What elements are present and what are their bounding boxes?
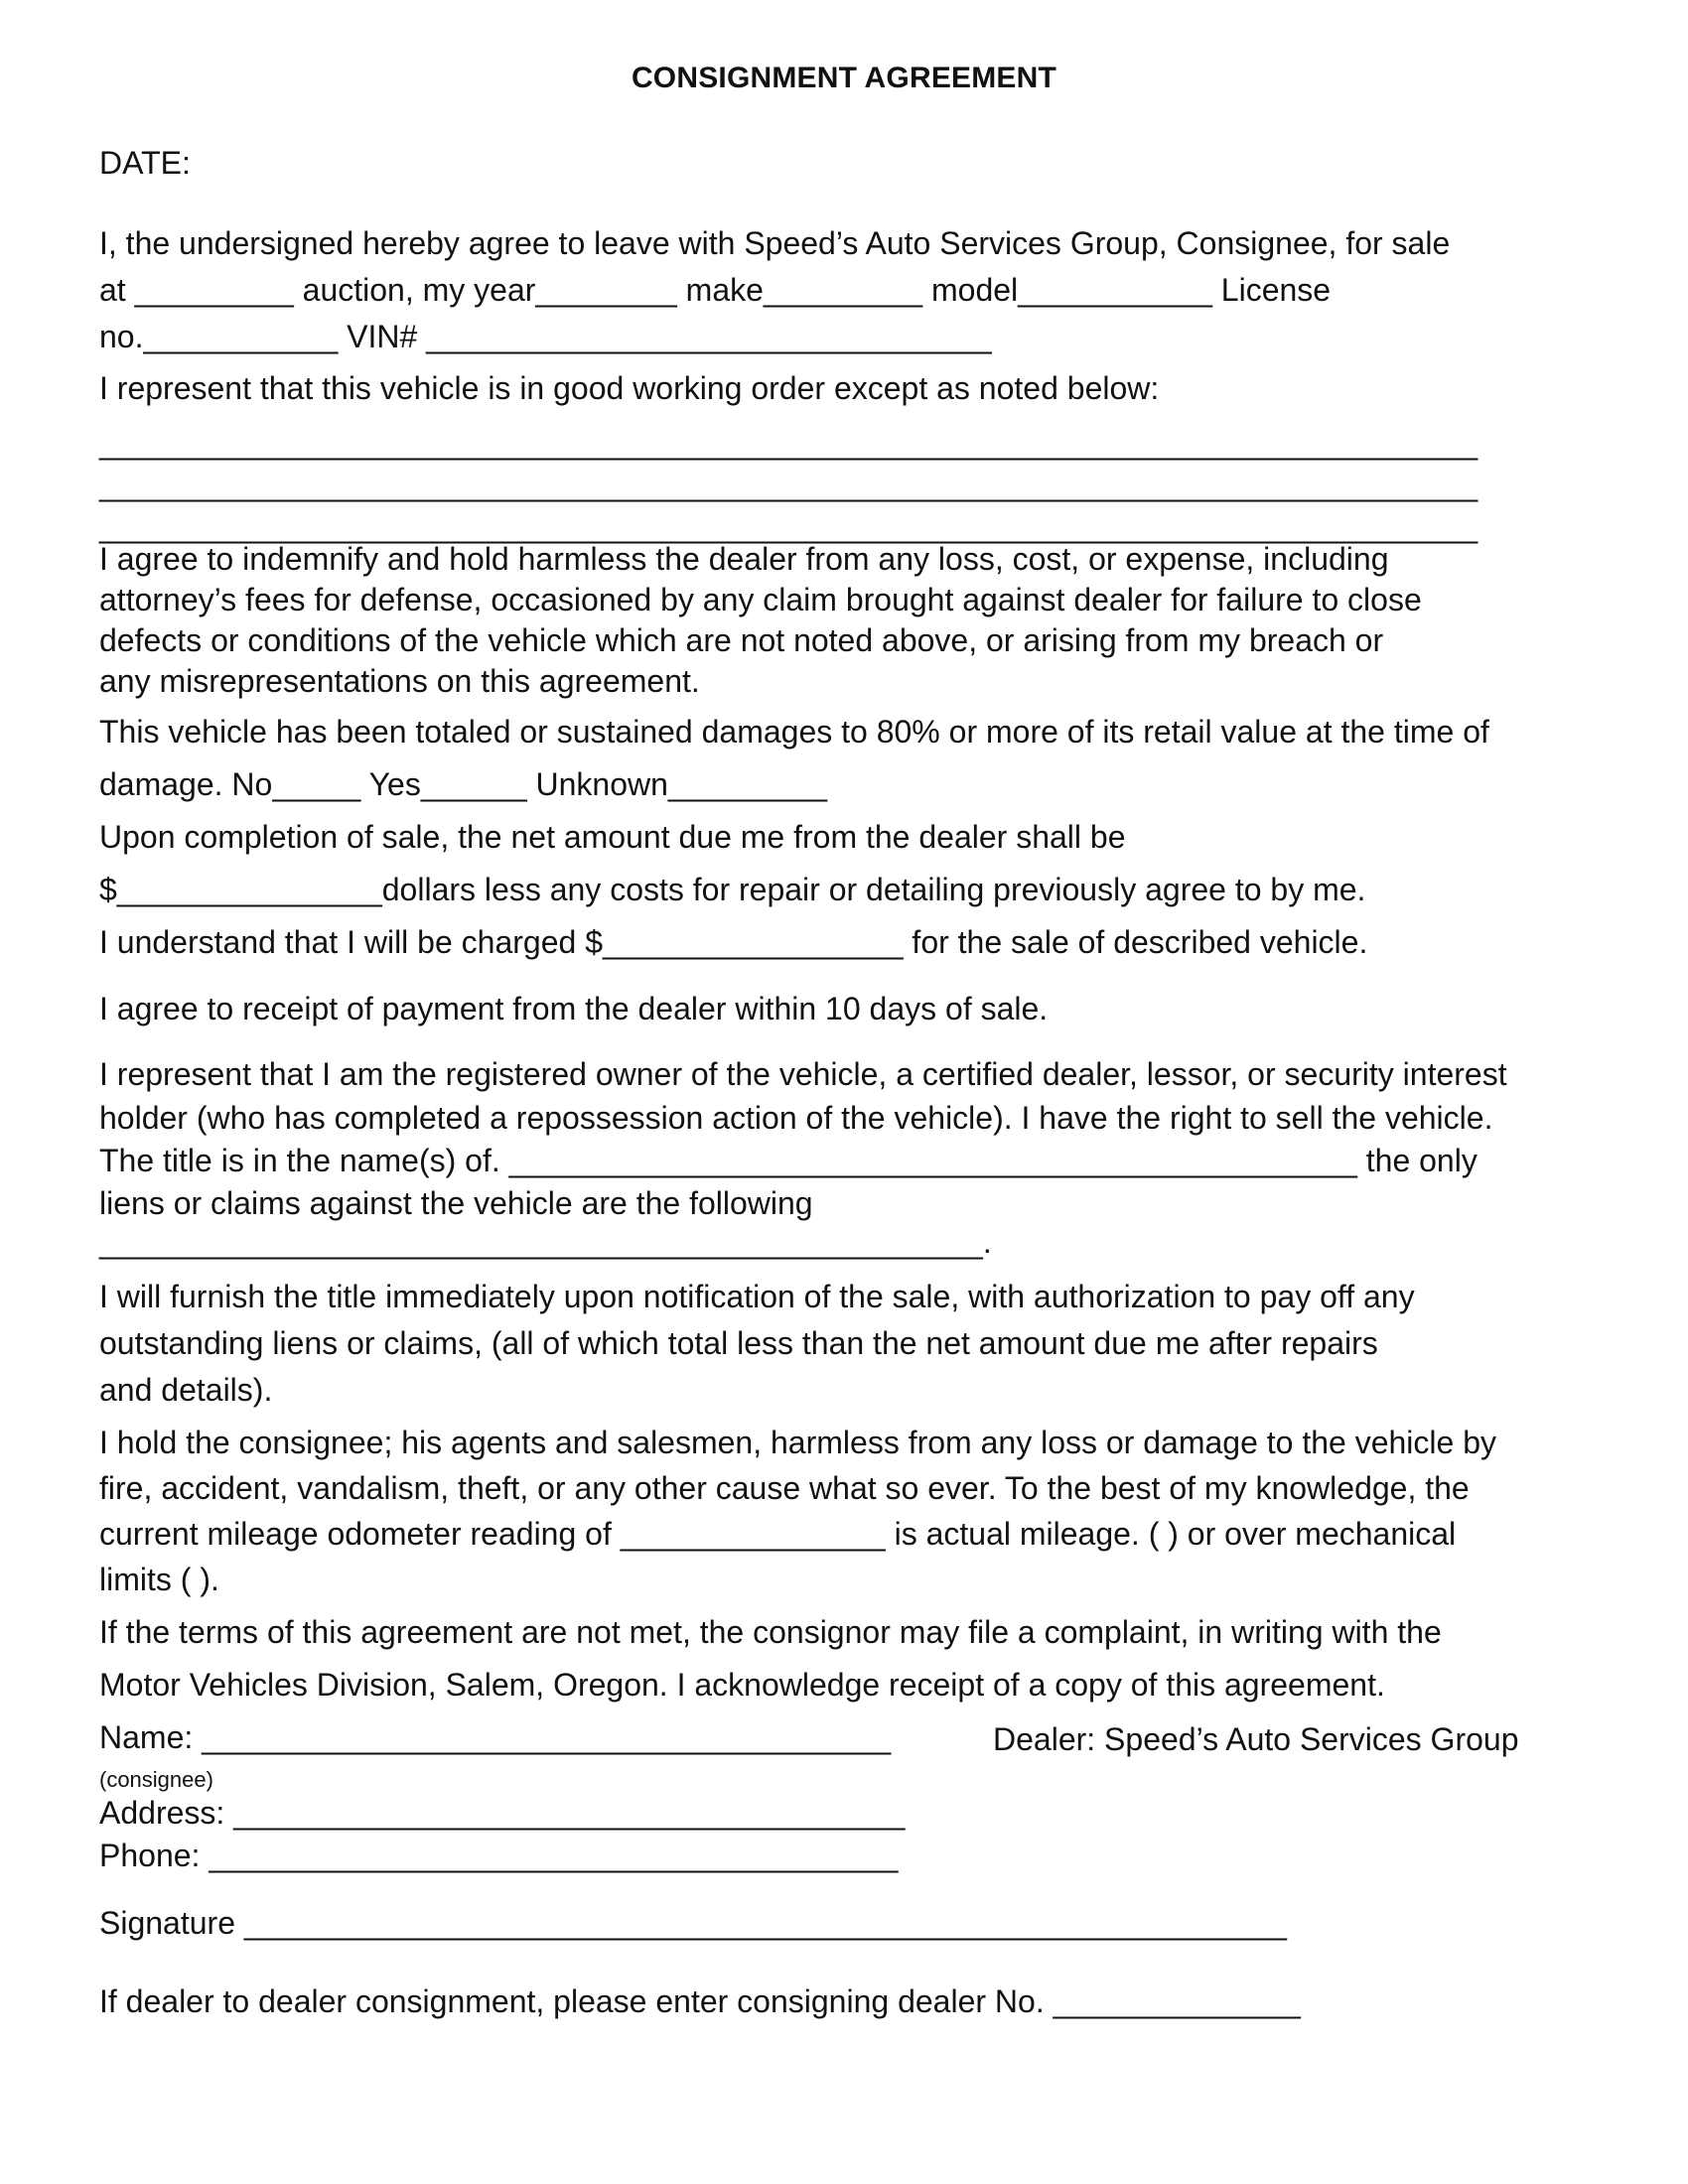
vehicle-details-fields[interactable]: at _________ auction, my year________ make_________ model___________ License (99, 272, 1332, 308)
sale-charge-field[interactable]: I understand that I will be charged $_________________ for the sale of described vehicle. (99, 924, 1368, 960)
liens-claims-field[interactable]: __________________________________________________. (99, 1224, 992, 1260)
condition-statement: I represent that this vehicle is in good working order except as noted below: (99, 370, 1160, 406)
net-amount-statement: Upon completion of sale, the net amount due me from the dealer shall be (99, 819, 1126, 855)
owner-line-2: holder (who has completed a repossession action of the vehicle). I have the right to sell the vehicle. (99, 1100, 1493, 1136)
totaled-options-fields[interactable]: damage. No_____ Yes______ Unknown_________ (99, 766, 828, 802)
indemnify-line-4: any misrepresentations on this agreement. (99, 663, 700, 699)
consignee-note: (consignee) (99, 1767, 213, 1792)
indemnify-line-1: I agree to indemnify and hold harmless the dealer from any loss, cost, or expense, including (99, 541, 1389, 577)
hold-harmless-line-2: fire, accident, vandalism, theft, or any other cause what so ever. To the best of my knowledge, the (99, 1470, 1470, 1506)
condition-notes-line-1[interactable]: ______________________________________________________________________________ (99, 425, 1478, 461)
payment-statement: I agree to receipt of payment from the dealer within 10 days of sale. (99, 991, 1049, 1026)
totaled-statement: This vehicle has been totaled or sustained damages to 80% or more of its retail value at the time of (99, 714, 1489, 750)
condition-notes-line-3[interactable]: ______________________________________________________________________________ (99, 508, 1478, 544)
owner-line-1: I represent that I am the registered owner of the vehicle, a certified dealer, lessor, or security interest (99, 1056, 1507, 1092)
title-names-field[interactable]: The title is in the name(s) of. ________________________________________________ the only (99, 1143, 1477, 1178)
furnish-title-line-1: I will furnish the title immediately upon notification of the sale, with authorization to pay off any (99, 1279, 1415, 1314)
phone-field[interactable]: Phone: _______________________________________ (99, 1838, 899, 1873)
condition-notes-line-2[interactable]: ______________________________________________________________________________ (99, 467, 1478, 502)
indemnify-line-2: attorney’s fees for defense, occasioned by any claim brought against dealer for failure to close (99, 582, 1422, 617)
indemnify-line-3: defects or conditions of the vehicle which are not noted above, or arising from my breach or (99, 622, 1384, 658)
dealer-name: Dealer: Speed’s Auto Services Group (993, 1721, 1519, 1757)
document-title: CONSIGNMENT AGREEMENT (631, 62, 1057, 94)
hold-harmless-line-1: I hold the consignee; his agents and salesmen, harmless from any loss or damage to the vehicle by (99, 1425, 1496, 1460)
terms-line-2: Motor Vehicles Division, Salem, Oregon. I acknowledge receipt of a copy of this agreement. (99, 1667, 1385, 1703)
owner-line-4: liens or claims against the vehicle are the following (99, 1185, 813, 1221)
net-amount-field[interactable]: $_______________dollars less any costs for repair or detailing previously agree to by me. (99, 872, 1366, 907)
intro-line-1: I, the undersigned hereby agree to leave with Speed’s Auto Services Group, Consignee, for sale (99, 225, 1451, 261)
date-field[interactable]: DATE: (99, 145, 191, 181)
address-field[interactable]: Address: ______________________________________ (99, 1795, 906, 1831)
terms-line-1: If the terms of this agreement are not met, the consignor may file a complaint, in writing with the (99, 1614, 1442, 1650)
odometer-field[interactable]: current mileage odometer reading of _______________ is actual mileage. ( ) or over mechanical (99, 1516, 1457, 1552)
license-vin-fields[interactable]: no.___________ VIN# ________________________________ (99, 319, 992, 354)
signature-field[interactable]: Signature ___________________________________________________________ (99, 1905, 1287, 1941)
furnish-title-line-3: and details). (99, 1372, 273, 1408)
consigning-dealer-number-field[interactable]: If dealer to dealer consignment, please enter consigning dealer No. ______________ (99, 1983, 1301, 2019)
name-field[interactable]: Name: _______________________________________ (99, 1719, 892, 1755)
furnish-title-line-2: outstanding liens or claims, (all of which total less than the net amount due me after repairs (99, 1325, 1378, 1361)
hold-harmless-line-4: limits ( ). (99, 1562, 219, 1597)
